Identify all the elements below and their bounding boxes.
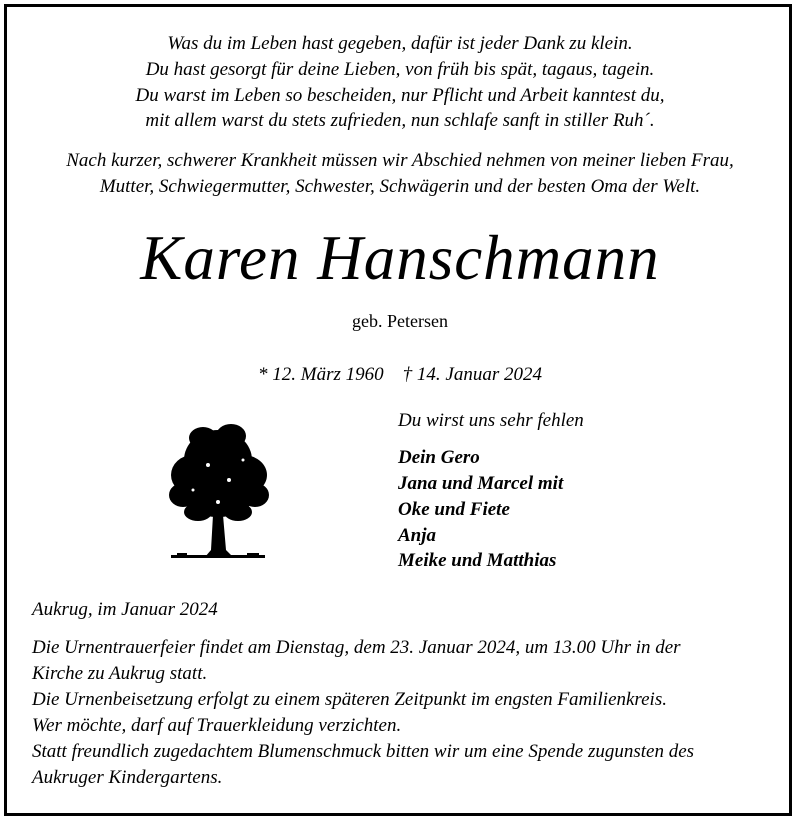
deceased-name: Karen Hanschmann	[140, 223, 660, 293]
poem-line-1: Was du im Leben hast gegeben, dafür ist jeder Dank zu klein.	[167, 33, 633, 54]
mourner-name: Anja	[398, 525, 437, 546]
announcement-line-1: Nach kurzer, schwerer Krankheit müssen wir Abschied nehmen von meiner lieben Frau,	[66, 150, 734, 171]
tree-icon	[163, 420, 273, 565]
mourner-name: Dein Gero	[398, 447, 480, 468]
poem-line-2: Du hast gesorgt für deine Lieben, von früh bis spät, tagaus, tagein.	[145, 59, 655, 80]
details-line-1: Die Urnentrauerfeier findet am Dienstag, dem 23. Januar 2024, um 13.00 Uhr in der	[32, 637, 681, 658]
maiden-name: geb. Petersen	[352, 311, 448, 331]
life-dates: * 12. März 1960 † 14. Januar 2024	[258, 364, 542, 385]
mourners-intro: Du wirst uns sehr fehlen	[398, 410, 584, 431]
place-date: Aukrug, im Januar 2024	[32, 599, 218, 620]
details-line-4: Wer möchte, darf auf Trauerkleidung verzichten.	[32, 715, 402, 736]
details-line-3: Die Urnenbeisetzung erfolgt zu einem späteren Zeitpunkt im engsten Familienkreis.	[32, 689, 667, 710]
announcement-line-2: Mutter, Schwiegermutter, Schwester, Schwägerin und der besten Oma der Welt.	[99, 176, 701, 197]
details-line-5: Statt freundlich zugedachtem Blumenschmuck bitten wir um eine Spende zugunsten des	[32, 741, 695, 762]
mourner-name: Jana und Marcel mit	[398, 473, 564, 494]
mourner-name: Oke und Fiete	[398, 499, 510, 520]
details-line-2: Kirche zu Aukrug statt.	[32, 663, 208, 684]
mourner-name: Meike und Matthias	[398, 550, 557, 571]
poem-line-3: Du warst im Leben so bescheiden, nur Pflicht und Arbeit kanntest du,	[135, 85, 665, 106]
details-line-6: Aukruger Kindergartens.	[32, 767, 223, 788]
poem-line-4: mit allem warst du stets zufrieden, nun schlafe sanft in stiller Ruh´.	[145, 110, 655, 131]
